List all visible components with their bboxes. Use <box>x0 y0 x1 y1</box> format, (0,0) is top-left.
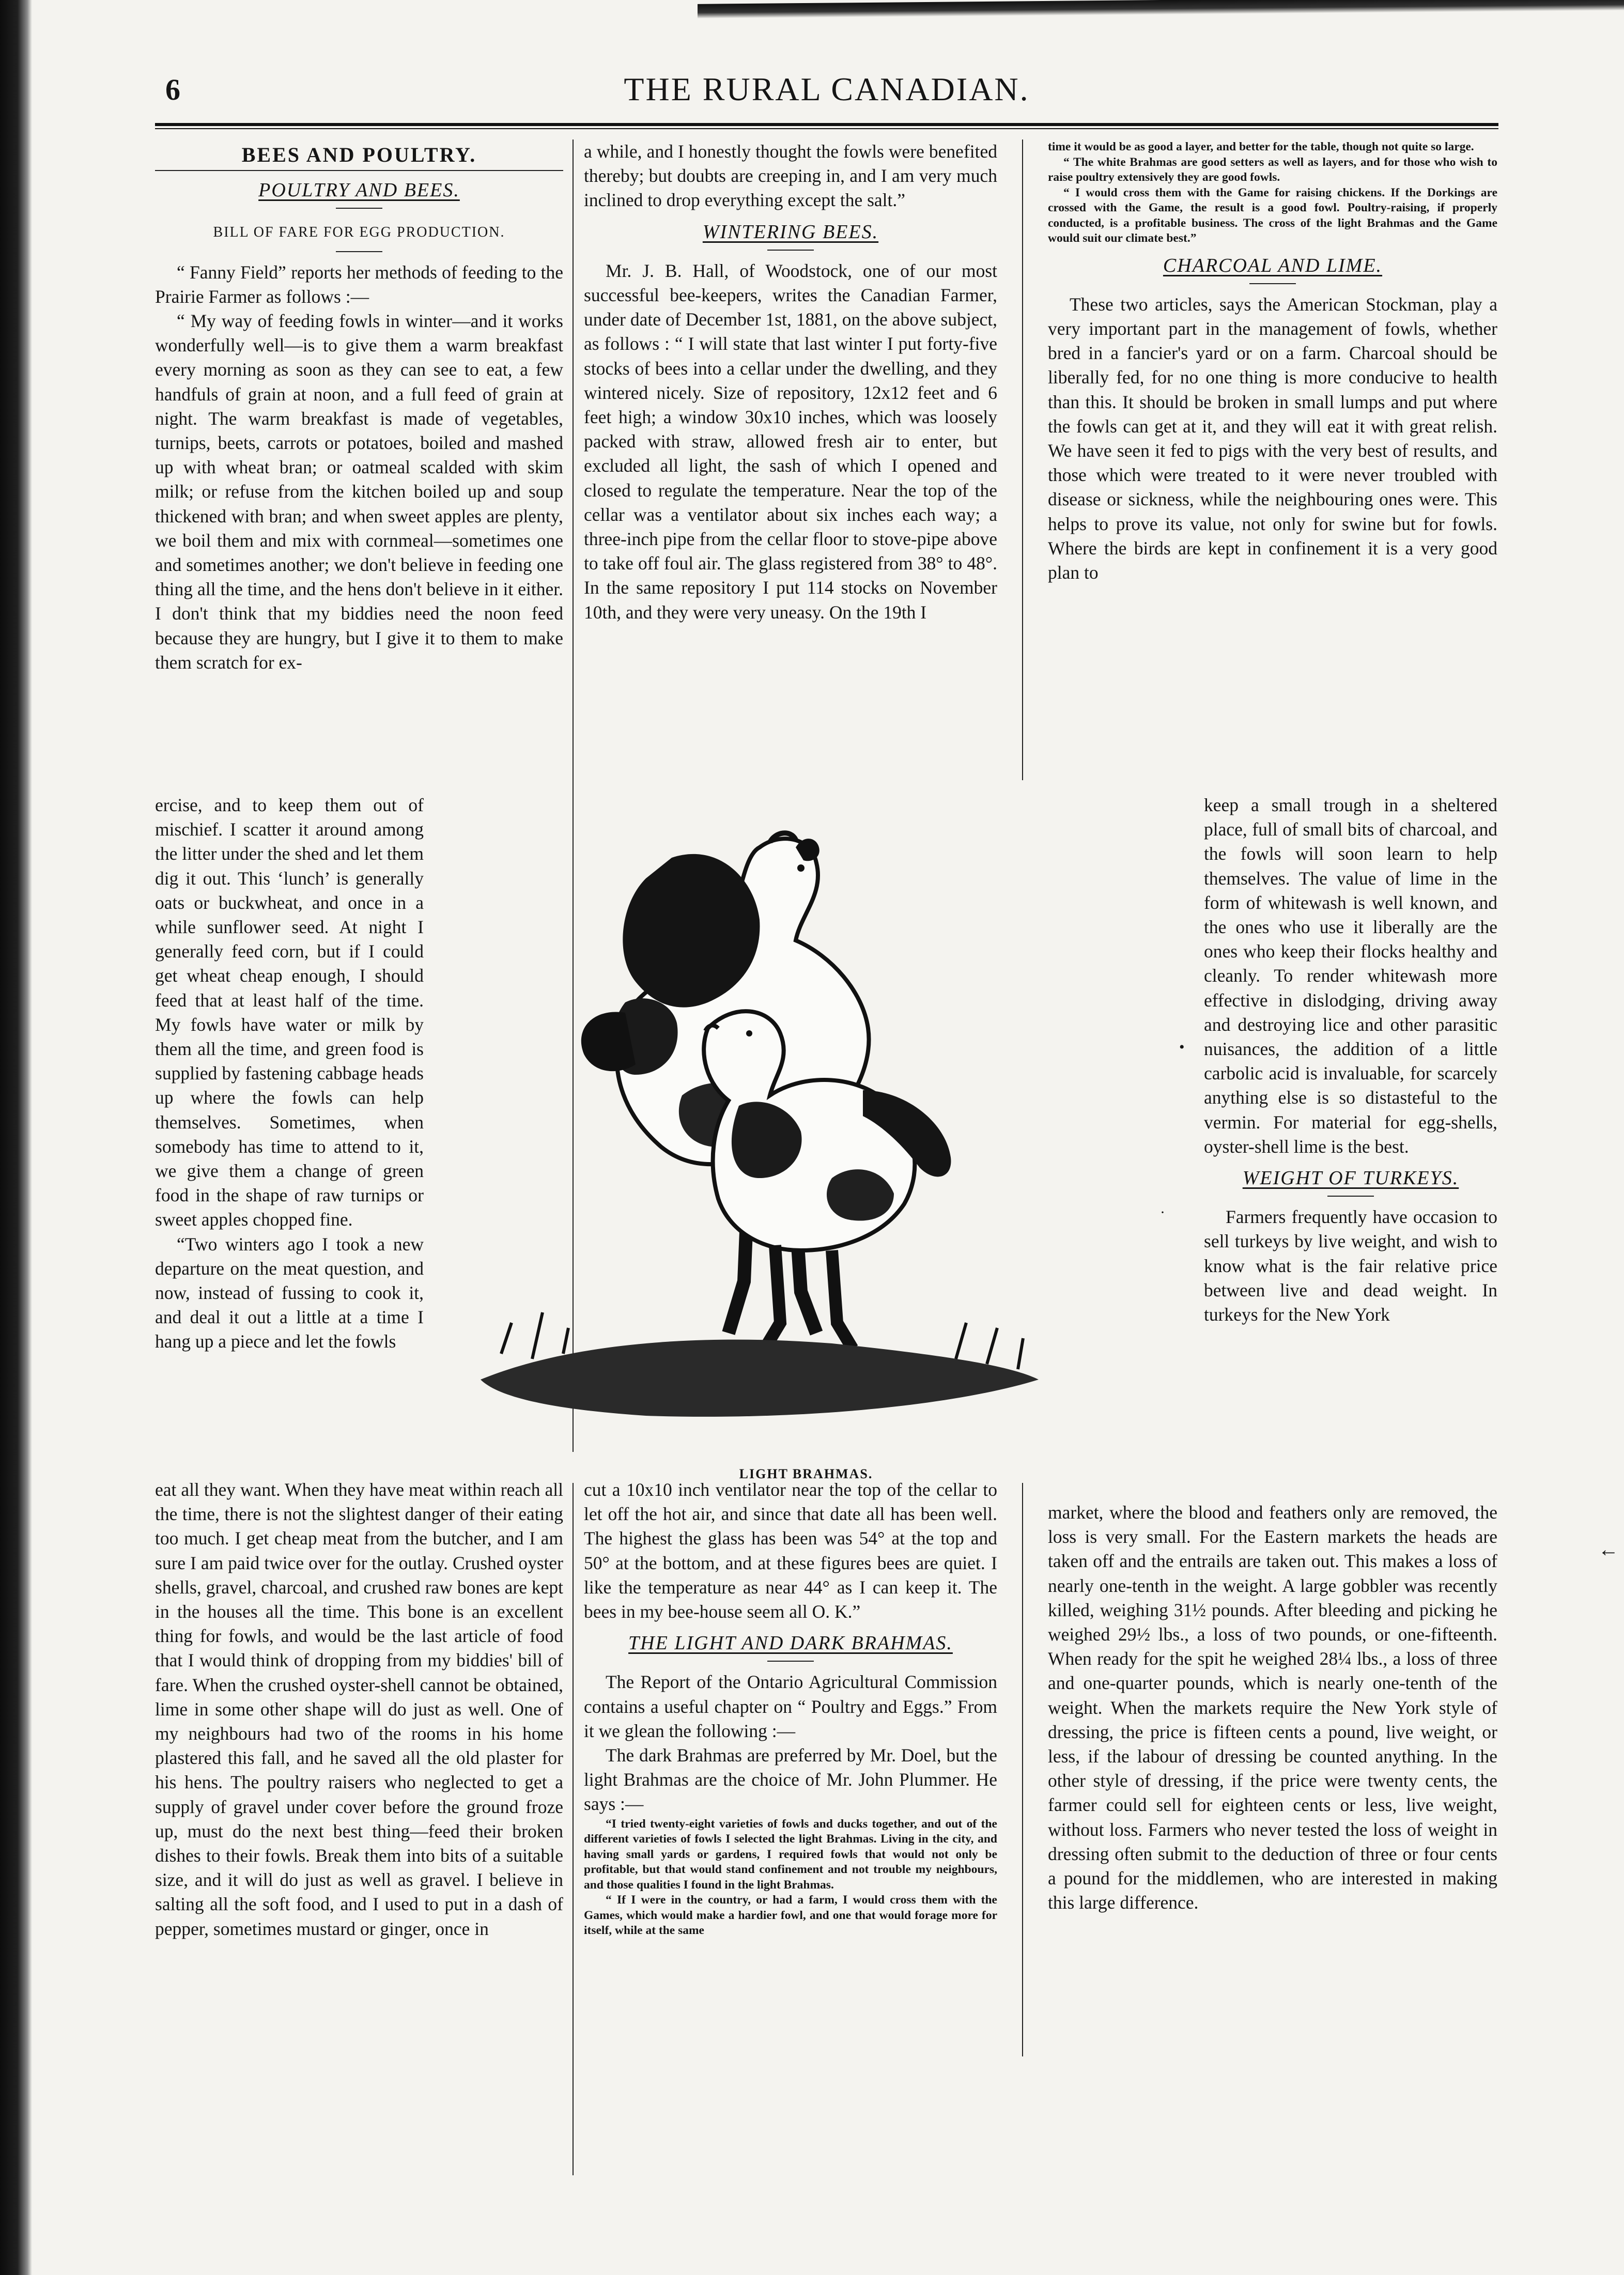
column-divider-1b <box>573 1483 574 2175</box>
column-left <box>155 140 563 675</box>
margin-mark: ← <box>1598 1538 1619 1561</box>
column-right-bottom <box>1048 1500 1497 1915</box>
paragraph: These two articles, says the American Stockman, play a very important part in the management of fowls, whether bred in a fancier's yard or on a farm. Charcoal should be liberally fed, for no one thing is more conducive to health than this. It should be broken in small lumps and put where the fowls can get at it, and they will eat it with great relish. We have seen it fed to pigs with the very best of results, and those which were treated to it were never troubled with disease or sickness, while the neighbouring ones were. This helps to prove its value, not only for swine but for fowls. Where the birds are kept in confinement it is a very good plan to <box>1048 293 1497 583</box>
light-brahmas-illustration <box>439 785 1059 1457</box>
quote-paragraph: time it would be as good a layer, and better for the table, though not quite so large. <box>1048 140 1474 153</box>
column-left-wrap <box>155 793 424 1354</box>
quotation-small-print <box>1048 140 1497 246</box>
paragraph: keep a small trough in a sheltered place, full of small bits of charcoal, and the fowls will soon learn to help themselves. The value of lime in the form of whitewash is well known, and the ones who use it liberally are the ones who keep their flocks healthy and cleanly. To render whitewash more effective in dislodging, driving away and destroying lice and other parasitic nuisances, the addition of a little carbolic acid is invaluable, for scarcely anything else is so distasteful to the vermin. For material for egg-shells, oyster-shell lime is the best. <box>1204 795 1497 1157</box>
short-rule <box>767 1661 814 1662</box>
column-middle <box>584 140 997 625</box>
article-title-charcoal-and-lime: CHARCOAL AND LIME. <box>1163 254 1383 276</box>
sub-heading-bill-of-fare: BILL OF FARE FOR EGG PRODUCTION. <box>213 224 505 241</box>
paragraph: ercise, and to keep them out of mischief. I scatter it around among the litter under the shed and let them dig it out. This ‘lunch’ is generally oats or buckwheat, and once in a while sunflower seed. At night I generally feed corn, but if I could get wheat cheap enough, I should feed that at least half of the time. My fowls have water or milk by them all the time, and green food is supplied by fastening cabbage heads up where the fowls can help themselves. Sometimes, when somebody has time to attend to it, we give them a change of green food in the shape of raw turnips or sweet apples chopped fine. <box>155 795 424 1230</box>
page-header <box>155 67 1498 114</box>
margin-dot: · <box>1160 1204 1165 1221</box>
newspaper-title: THE RURAL CANADIAN. <box>624 71 1030 107</box>
column-divider-2b <box>1022 1483 1023 2056</box>
column-middle-bottom <box>584 1478 997 1939</box>
short-rule <box>767 250 814 251</box>
page-binding-shadow <box>0 0 32 2275</box>
section-title: BEES AND POULTRY. <box>241 143 477 166</box>
column-right <box>1048 140 1497 585</box>
article-title-weight-of-turkeys: WEIGHT OF TURKEYS. <box>1242 1167 1459 1189</box>
paragraph: Mr. J. B. Hall, of Woodstock, one of our most successful bee-keepers, writes the Canadian Farmer, under date of December 1st, 1881, on the above subject, as follows : “ I will state that last winter I put forty-five stocks of bees into a cellar under the dwelling, and they wintered nicely. Size of repository, 12x12 feet and 6 feet high; a window 30x10 inches, which was loosely packed with straw, allowed fresh air to enter, but excluded all light, the sash of which I opened and closed to regulate the temperature. Near the top of the cellar was a ventilator about six inches each way; a three-inch pipe from the cellar floor to stove-pipe above to take off foul air. The glass registered from 38° to 48°. In the same repository I put 114 stocks on November 10th, and they were very uneasy. On the 19th I <box>584 260 997 623</box>
article-title-poultry-and-bees: POULTRY AND BEES. <box>258 179 460 202</box>
quote-paragraph: “ I would cross them with the Game for raising chickens. If the Dorkings are crossed with the Game, the result is a good fowl. Poultry-raising, if properly conducted, is a profitable business. The cross of the light Brahmas and the Game would suit our climate best.” <box>1048 185 1497 245</box>
quote-paragraph: “I tried twenty-eight varieties of fowls and ducks together, and out of the different varieties of fowls I selected the light Brahmas. Living in the city, and having small yards or gardens, I required fowls that would not only be profitable, but that would stand confinement and not trouble my neighbours, and those qualities I found in the light Brahmas. <box>584 1817 997 1892</box>
paragraph: The Report of the Ontario Agricultural Commission contains a useful chapter on “ Poultry and Eggs.” From it we glean the following :— <box>584 1672 997 1741</box>
paragraph: “Two winters ago I took a new departure on the meat question, and now, instead of fussing to cook it, and deal it out a little at a time I hang up a piece and let the fowls <box>155 1233 424 1352</box>
paragraph: “ My way of feeding fowls in winter—and it works wonderfully well—is to give them a warm breakfast every morning as soon as they can see to eat, a few handfuls of grain at noon, and a full feed of grain at night. The warm breakfast is made of vegetables, turnips, beets, carrots or potatoes, boiled and mashed up with wheat bran; or oatmeal scalded with skim milk; or refuse from the kitchen boiled up and soup thickened with bran; and when sweet apples are plenty, we boil them and mix with cornmeal—sometimes one and sometimes another; we don't believe in feeding one thing all the time, and the hens don't believe in it either. I don't think that my biddies need the noon feed because they are hungry, but I give it to them to make them scratch for ex- <box>155 311 563 673</box>
paragraph: Farmers frequently have occasion to sell turkeys by live weight, and wish to know what is the fair relative price between live and dead weight. In turkeys for the New York <box>1204 1206 1497 1325</box>
paragraph: cut a 10x10 inch ventilator near the top of the cellar to let off the hot air, and since that date all has been well. The highest the glass has been was 54° at the top and 50° at the bottom, and at these figures bees are quiet. I like the temperature as near 44° as I can keep it. The bees in my bee-house seem all O. K.” <box>584 1479 997 1622</box>
section-rule <box>155 170 563 171</box>
short-rule <box>336 251 382 252</box>
paragraph: a while, and I honestly thought the fowls were benefited thereby; but doubts are creeping in, and I am very much inclined to drop everything except the salt.” <box>584 141 997 211</box>
quote-paragraph: “ If I were in the country, or had a farm, I would cross them with the Games, which would make a hardier fowl, and one that would forage more for itself, while at the same <box>584 1893 997 1938</box>
header-rule <box>155 123 1498 129</box>
margin-dot: • <box>1179 1039 1185 1056</box>
paragraph: “ Fanny Field” reports her methods of feeding to the Prairie Farmer as follows :— <box>155 261 563 307</box>
article-title-light-and-dark-brahmas: THE LIGHT AND DARK BRAHMAS. <box>628 1632 953 1654</box>
page-number: 6 <box>165 73 180 106</box>
paragraph: The dark Brahmas are preferred by Mr. Doel, but the light Brahmas are the choice of Mr. John Plummer. He says :— <box>584 1745 997 1815</box>
quotation-small-print <box>584 1817 997 1939</box>
article-title-wintering-bees: WINTERING BEES. <box>702 221 879 243</box>
short-rule <box>1249 283 1296 284</box>
paragraph: market, where the blood and feathers only are removed, the loss is very small. For the Eastern markets the heads are taken off and the entrails are taken out. This makes a loss of nearly one-tenth in the weight. A large gobbler was recently killed, weighing 31½ pounds. After bleeding and picking he weighed 29½ lbs., a loss of two pounds, or one-fifteenth. When ready for the spit he weighed 28¼ lbs., a loss of three and one-quarter pounds, which is nearly one-tenth of the weight. When the markets require the New York style of dressing, the price is fifteen cents a pound, live weight, or less, if the labour of dressing be counted anything. In the other style of dressing, if the price were twenty cents, the farmer could sell for eighteen cents or less, live weight, without loss. Farmers who never tested the loss of weight in dressing often submit to the deduction of three or four cents a pound for the middlemen, who are interested in making this large difference. <box>1048 1502 1497 1913</box>
illustration-caption: LIGHT BRAHMAS. <box>739 1466 873 1481</box>
short-rule <box>1327 1196 1374 1197</box>
column-right-wrap <box>1204 793 1497 1327</box>
quote-paragraph: “ The white Brahmas are good setters as well as layers, and for those who wish to raise poultry extensively they are good fowls. <box>1048 155 1497 184</box>
column-divider-2 <box>1022 140 1023 780</box>
page-top-edge <box>698 0 1624 19</box>
column-left-bottom <box>155 1478 563 1941</box>
paragraph: eat all they want. When they have meat within reach all the time, there is not the slightest danger of their eating too much. I get cheap meat from the butcher, and I am sure I am paid twice over for the outlay. Crushed oyster shells, gravel, charcoal, and crushed raw bones are kept in the houses all the time. This bone is an excellent thing for fowls, and would be the last article of food that I would think of dropping from my biddies' bill of fare. When the crushed oyster-shell cannot be obtained, lime in some other shape will do just as well. One of my neighbours had two of the rooms in his home plastered this fall, and he saved all the old plaster for his hens. The poultry raisers who neglected to get a supply of gravel under cover before the ground froze up, must do the next best thing—feed their broken dishes to their fowls. Break them into bits of a suitable size, and it will do just as well as gravel. I believe in salting all the soft food, and I used to put in a dash of pepper, sometimes mustard or ginger, once in <box>155 1479 563 1939</box>
short-rule <box>336 208 382 209</box>
ground-grass <box>481 1312 1039 1417</box>
